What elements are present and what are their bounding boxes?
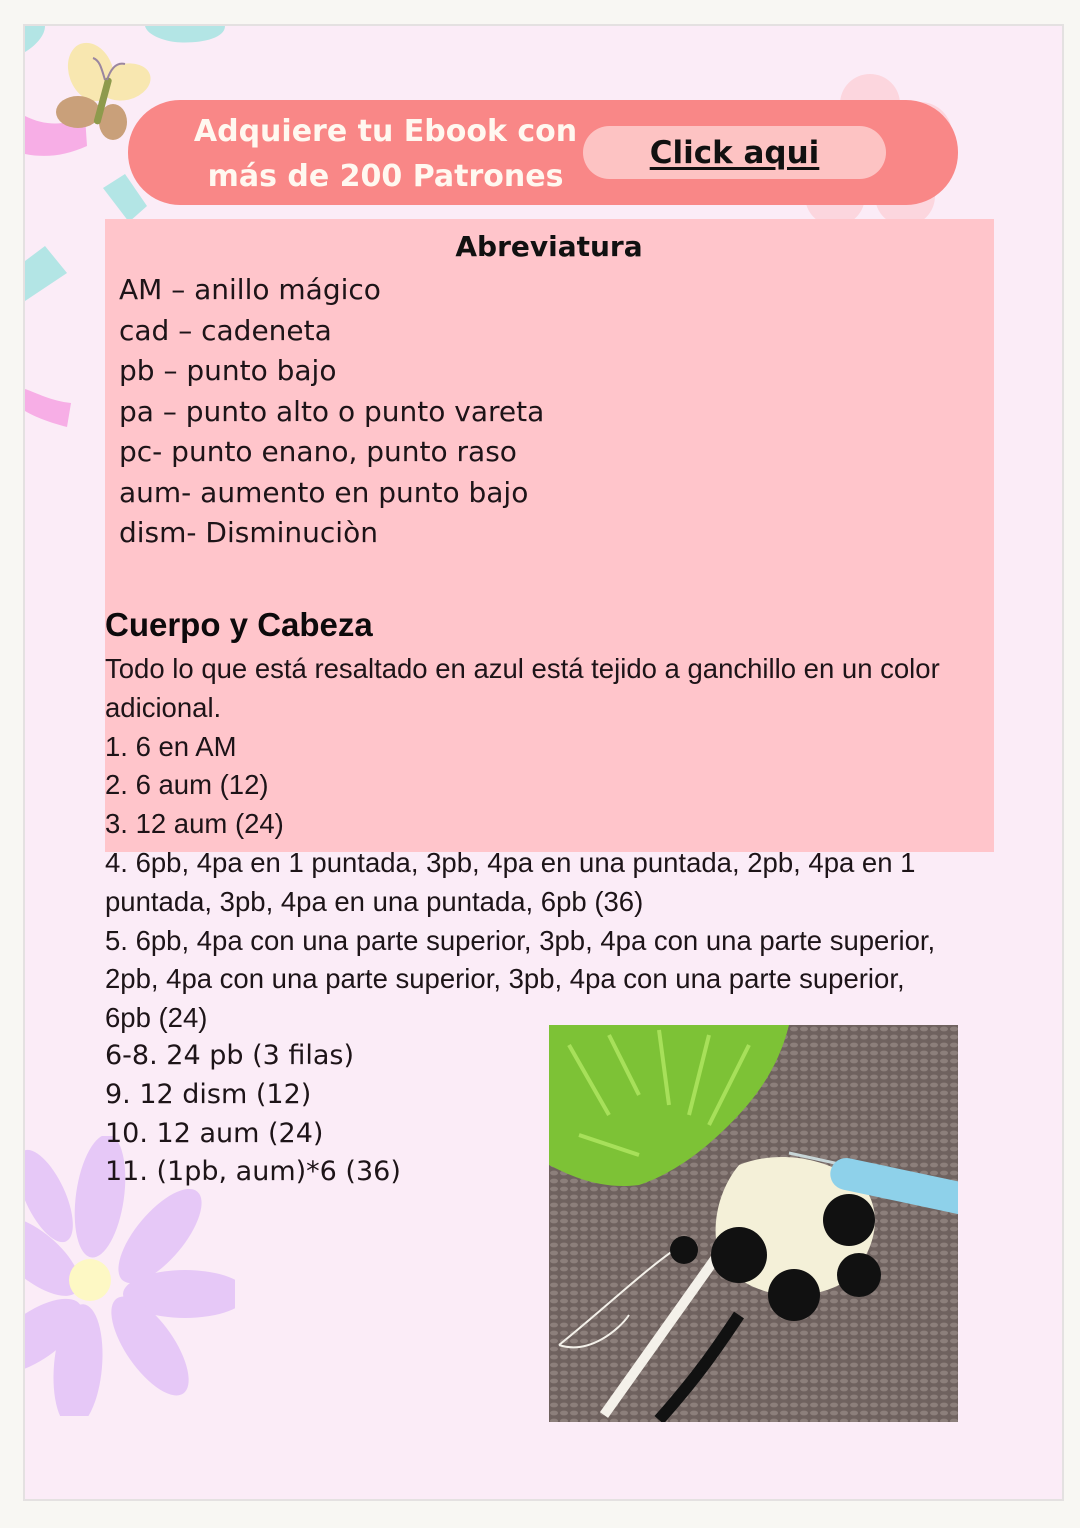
pattern-round: 3. 12 aum (24): [105, 808, 284, 840]
banner-text: [188, 109, 583, 199]
banner-text-line-1: Adquiere tu Ebook con: [193, 114, 578, 149]
abbreviation-item: pc- punto enano, punto raso: [119, 435, 517, 468]
pattern-round-continued: puntada, 3pb, 4pa en una puntada, 6pb (36): [105, 885, 644, 917]
intro-text-line-1: Todo lo que está resaltado en azul está tejido a ganchillo en un color: [105, 653, 940, 684]
pattern-round: 6-8. 24 pb (3 filas): [105, 1040, 355, 1071]
pattern-round-continued: 2pb, 4pa con una parte superior, 3pb, 4pa con una parte superior,: [105, 963, 905, 995]
section-body: [105, 650, 1005, 1038]
abbreviation-item: aum- aumento en punto bajo: [119, 475, 529, 509]
pink-confetti-icon: [25, 381, 75, 431]
abbreviations-title: Abreviatura: [455, 230, 643, 263]
abbreviation-item: pa – punto alto o punto vareta: [119, 394, 545, 428]
intro-text-line-2: adicional.: [105, 691, 222, 723]
pattern-round: 2. 6 aum (12): [105, 769, 269, 801]
abbreviation-item: AM – anillo mágico: [119, 273, 381, 306]
click-here-button[interactable]: [583, 126, 886, 179]
abbreviation-item: pb – punto bajo: [119, 354, 337, 387]
pattern-round: 11. (1pb, aum)*6 (36): [105, 1156, 401, 1188]
pattern-round: 10. 12 aum (24): [105, 1117, 324, 1149]
pattern-round: 4. 6pb, 4pa en 1 puntada, 3pb, 4pa en una puntada, 2pb, 4pa en 1: [105, 846, 916, 878]
crochet-photo-illustration: [549, 1025, 958, 1422]
banner-text-line-2: más de 200 Patrones: [207, 159, 564, 194]
abbreviation-item: cad – cadeneta: [119, 313, 332, 347]
ebook-promo-banner: [128, 100, 958, 205]
pattern-round: 5. 6pb, 4pa con una parte superior, 3pb, 4pa con una parte superior,: [105, 924, 936, 956]
pattern-round-continued: 6pb (24): [105, 1002, 208, 1034]
abbreviation-item: dism- Disminuciòn: [119, 516, 378, 549]
crochet-progress-photo: [549, 1025, 958, 1422]
abbreviations-list: [119, 270, 544, 554]
pattern-rounds-continued: [105, 1037, 401, 1192]
pattern-round: 1. 6 en AM: [105, 730, 237, 762]
section-title: Cuerpo y Cabeza: [105, 606, 373, 643]
click-here-label: Click aqui: [649, 134, 820, 171]
pattern-round: 9. 12 dism (12): [105, 1078, 312, 1110]
